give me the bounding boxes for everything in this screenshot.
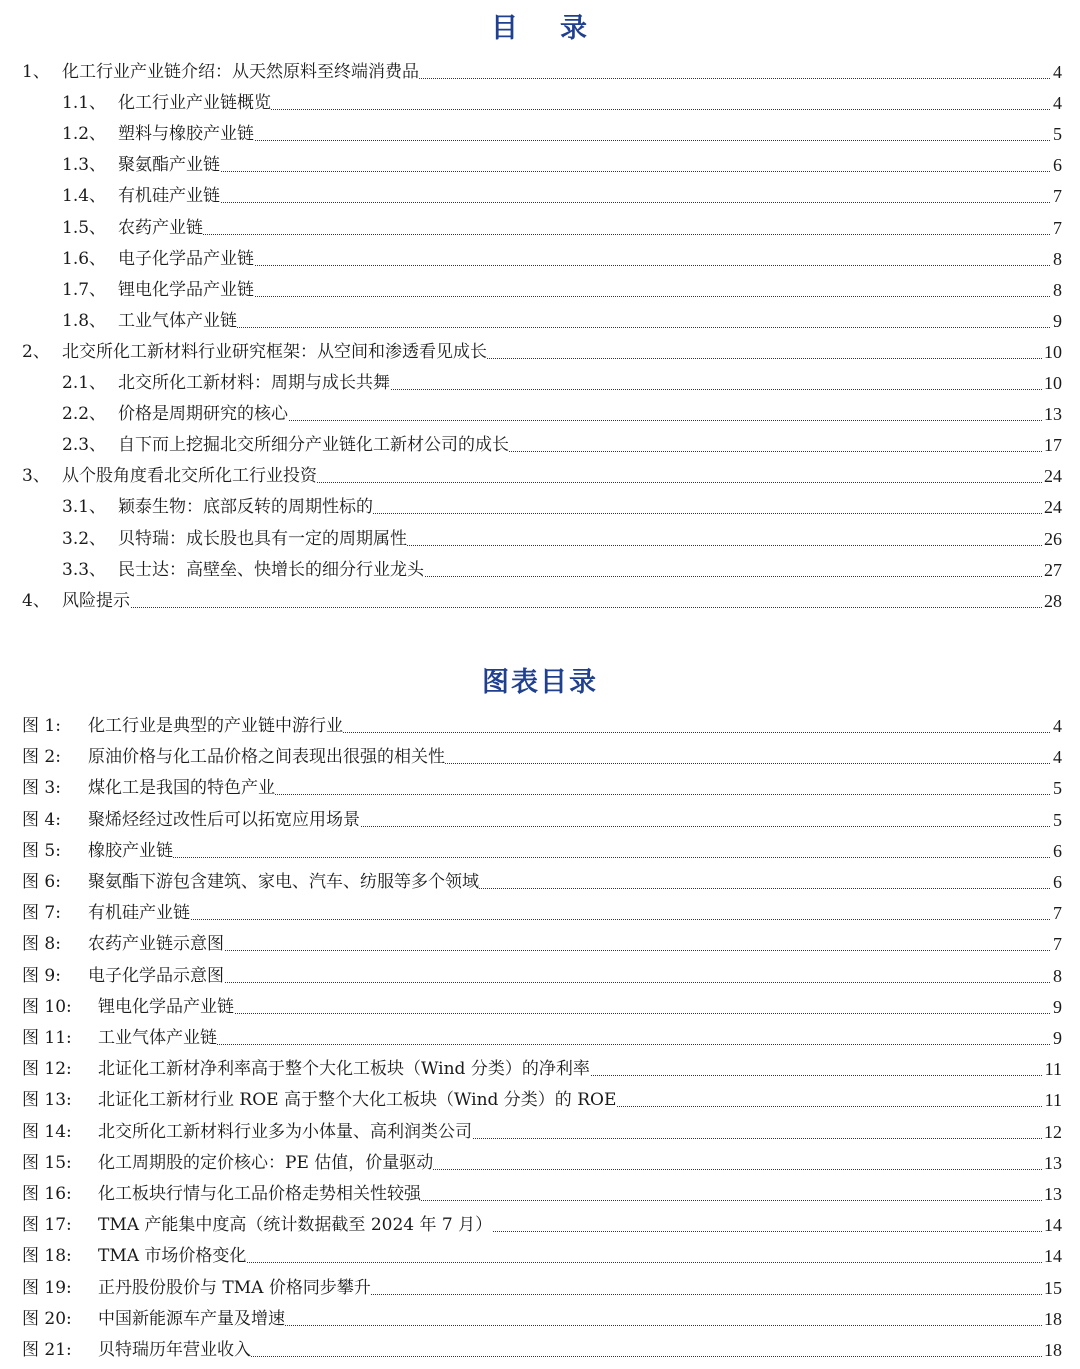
figure-entry[interactable] [0, 1182, 1080, 1206]
entry-title: 锂电化学品产业链 [118, 279, 254, 300]
entry-page-number: 26 [1044, 528, 1062, 549]
toc-subentry[interactable] [0, 402, 1080, 426]
toc-subentry[interactable] [0, 278, 1080, 302]
entry-number: 3、 [22, 466, 50, 487]
entry-page-number: 4 [1053, 747, 1062, 768]
entry-title: 正丹股份股价与 TMA 价格同步攀升 [98, 1277, 371, 1298]
entry-page-number: 18 [1044, 1308, 1062, 1329]
entry-page-number: 7 [1053, 903, 1062, 924]
entry-page-number: 9 [1053, 310, 1062, 331]
figure-entry[interactable] [0, 1057, 1080, 1081]
entry-page-number: 7 [1053, 186, 1062, 207]
figure-entry[interactable] [0, 745, 1080, 769]
entry-page-number: 9 [1053, 996, 1062, 1017]
entry-number: 图 20: [22, 1308, 72, 1329]
entry-number: 1、 [22, 62, 50, 82]
entry-page-number: 11 [1044, 1059, 1062, 1080]
entry-title: 锂电化学品产业链 [98, 996, 234, 1017]
dot-leader [88, 895, 1060, 920]
dot-leader [118, 210, 1060, 235]
toc-entry[interactable] [0, 60, 1080, 84]
entry-title: 北证化工新材净利率高于整个大化工板块（Wind 分类）的净利率 [98, 1059, 590, 1080]
entry-title: 聚氨酯产业链 [118, 155, 220, 176]
entry-page-number: 24 [1044, 497, 1062, 518]
entry-page-number: 27 [1044, 559, 1062, 580]
entry-title: 化工行业产业链概览 [118, 93, 271, 114]
entry-title: 工业气体产业链 [98, 1028, 217, 1048]
entry-title: 聚烯烃经过改性后可以拓宽应用场景 [88, 809, 360, 830]
entry-page-number: 8 [1053, 279, 1062, 300]
toc-subentry[interactable] [0, 371, 1080, 395]
entry-title: 贝特瑞：成长股也具有一定的周期属性 [118, 528, 407, 549]
entry-number: 图 7: [22, 903, 61, 924]
toc-subentry[interactable] [0, 122, 1080, 146]
entry-number: 图 12: [22, 1059, 72, 1080]
figure-entry[interactable] [0, 1120, 1080, 1144]
figure-entry[interactable] [0, 870, 1080, 894]
entry-page-number: 10 [1044, 341, 1062, 362]
dot-leader [98, 989, 1060, 1014]
toc-subentry[interactable] [0, 153, 1080, 177]
figure-entry[interactable] [0, 776, 1080, 800]
figure-entry[interactable] [0, 1338, 1080, 1362]
toc-subentry[interactable] [0, 91, 1080, 115]
figure-entry[interactable] [0, 839, 1080, 863]
dot-leader [88, 833, 1060, 858]
entry-page-number: 14 [1044, 1215, 1062, 1236]
entry-title: 化工板块行情与化工品价格走势相关性较强 [98, 1184, 421, 1204]
entry-number: 1.8、 [62, 310, 107, 331]
entry-page-number: 7 [1053, 934, 1062, 955]
entry-title: 原油价格与化工品价格之间表现出很强的相关性 [88, 747, 445, 768]
toc-subentry[interactable] [0, 216, 1080, 240]
figure-entry[interactable] [0, 1307, 1080, 1331]
entry-page-number: 13 [1044, 1184, 1062, 1204]
entry-number: 图 19: [22, 1277, 72, 1298]
entry-number: 2.3、 [62, 435, 107, 456]
entry-page-number: 5 [1053, 778, 1062, 799]
entry-page-number: 28 [1044, 590, 1062, 611]
entry-title: 北交所化工新材料行业研究框架：从空间和渗透看见成长 [62, 341, 487, 362]
figure-entry[interactable] [0, 964, 1080, 988]
figure-entry[interactable] [0, 808, 1080, 832]
entry-page-number: 5 [1053, 809, 1062, 830]
entry-number: 图 10: [22, 996, 72, 1017]
entry-page-number: 6 [1053, 872, 1062, 892]
entry-number: 图 15: [22, 1152, 72, 1173]
entry-page-number: 6 [1053, 155, 1062, 176]
entry-title: 贝特瑞历年营业收入 [98, 1340, 251, 1360]
entry-title: 化工行业产业链介绍：从天然原料至终端消费品 [62, 62, 419, 82]
entry-number: 4、 [22, 590, 50, 611]
entry-number: 1.5、 [62, 217, 107, 238]
entry-number: 图 9: [22, 965, 61, 986]
entry-title: 农药产业链示意图 [88, 934, 224, 955]
entry-number: 1.4、 [62, 186, 107, 207]
entry-page-number: 18 [1044, 1340, 1062, 1360]
entry-number: 1.1、 [62, 93, 107, 114]
entry-title: 民士达：高壁垒、快增长的细分行业龙头 [118, 559, 424, 580]
entry-title: 中国新能源车产量及增速 [98, 1308, 285, 1329]
figure-entry[interactable] [0, 995, 1080, 1019]
entry-page-number: 13 [1044, 404, 1062, 425]
figure-entry[interactable] [0, 1088, 1080, 1112]
toc-subentry[interactable] [0, 433, 1080, 457]
entry-title: 电子化学品示意图 [88, 965, 224, 986]
toc-entry[interactable] [0, 340, 1080, 364]
entry-page-number: 12 [1044, 1121, 1062, 1142]
dot-leader [118, 272, 1060, 297]
entry-title: 价格是周期研究的核心 [118, 404, 288, 425]
entry-page-number: 17 [1044, 435, 1062, 456]
entry-number: 1.2、 [62, 124, 107, 145]
entry-number: 图 4: [22, 809, 61, 830]
entry-title: 风险提示 [62, 590, 130, 611]
entry-page-number: 9 [1053, 1028, 1062, 1048]
entry-title: 从个股角度看北交所化工行业投资 [62, 466, 317, 487]
toc-entry[interactable] [0, 589, 1080, 613]
entry-number: 2.2、 [62, 404, 107, 425]
entry-number: 图 2: [22, 747, 61, 768]
toc-heading [0, 6, 1080, 45]
entry-page-number: 4 [1053, 62, 1062, 82]
entry-number: 图 17: [22, 1215, 72, 1236]
figure-entry[interactable] [0, 1026, 1080, 1050]
figure-entry[interactable] [0, 714, 1080, 738]
entry-number: 图 8: [22, 934, 61, 955]
entry-number: 1.3、 [62, 155, 107, 176]
entry-number: 图 14: [22, 1121, 72, 1142]
entry-title: 北交所化工新材料：周期与成长共舞 [118, 373, 390, 393]
entry-page-number: 6 [1053, 840, 1062, 861]
entry-page-number: 14 [1044, 1246, 1062, 1267]
entry-number: 图 11: [22, 1028, 72, 1048]
entry-title: 农药产业链 [118, 217, 203, 238]
entry-number: 图 3: [22, 778, 61, 799]
dot-leader [118, 303, 1060, 328]
entry-page-number: 8 [1053, 248, 1062, 269]
entry-number: 图 13: [22, 1090, 72, 1111]
entry-page-number: 13 [1044, 1152, 1062, 1173]
dot-leader [118, 178, 1060, 203]
toc-subentry[interactable] [0, 184, 1080, 208]
toc-entry[interactable] [0, 464, 1080, 488]
entry-page-number: 11 [1044, 1090, 1062, 1111]
entry-number: 图 6: [22, 872, 61, 892]
dot-leader [118, 116, 1060, 141]
entry-page-number: 8 [1053, 965, 1062, 986]
entry-page-number: 15 [1044, 1277, 1062, 1298]
entry-number: 图 21: [22, 1340, 72, 1360]
entry-title: 电子化学品产业链 [118, 248, 254, 269]
figure-entry[interactable] [0, 932, 1080, 956]
entry-number: 图 16: [22, 1184, 72, 1204]
entry-title: 煤化工是我国的特色产业 [88, 778, 275, 799]
dot-leader [62, 583, 1060, 608]
entry-number: 3.1、 [62, 497, 107, 518]
toc-subentry[interactable] [0, 247, 1080, 271]
dot-leader [88, 958, 1060, 983]
figures-heading: 图表目录 [482, 667, 598, 698]
dot-leader [118, 241, 1060, 266]
entry-title: 北证化工新材行业 ROE 高于整个大化工板块（Wind 分类）的 ROE [98, 1090, 617, 1111]
entry-title: 化工行业是典型的产业链中游行业 [88, 716, 343, 736]
entry-title: 北交所化工新材料行业多为小体量、高利润类公司 [98, 1121, 472, 1142]
entry-number: 图 18: [22, 1246, 72, 1267]
toc-subentry[interactable] [0, 527, 1080, 551]
figure-entry[interactable] [0, 1151, 1080, 1175]
entry-page-number: 4 [1053, 93, 1062, 114]
entry-title: 聚氨酯下游包含建筑、家电、汽车、纺服等多个领域 [88, 872, 479, 892]
entry-page-number: 5 [1053, 124, 1062, 145]
dot-leader [118, 147, 1060, 172]
entry-title: TMA 市场价格变化 [98, 1246, 247, 1267]
entry-title: TMA 产能集中度高（统计数据截至 2024 年 7 月） [98, 1215, 493, 1236]
toc-heading-char-2: 录 [560, 13, 589, 44]
figure-entry[interactable] [0, 901, 1080, 925]
figure-entry[interactable] [0, 1244, 1080, 1268]
entry-page-number: 4 [1053, 716, 1062, 736]
entry-page-number: 10 [1044, 373, 1062, 393]
entry-number: 图 1: [22, 716, 61, 736]
figure-entry[interactable] [0, 1213, 1080, 1237]
entry-number: 2.1、 [62, 373, 107, 393]
figure-entry[interactable] [0, 1276, 1080, 1300]
entry-title: 化工周期股的定价核心：PE 估值，价量驱动 [98, 1152, 434, 1173]
entry-title: 橡胶产业链 [88, 840, 173, 861]
dot-leader [98, 1020, 1060, 1045]
entry-number: 1.7、 [62, 279, 107, 300]
entry-page-number: 7 [1053, 217, 1062, 238]
entry-number: 1.6、 [62, 248, 107, 269]
entry-title: 有机硅产业链 [118, 186, 220, 207]
entry-title: 有机硅产业链 [88, 903, 190, 924]
entry-number: 2、 [22, 341, 50, 362]
toc-subentry[interactable] [0, 309, 1080, 333]
entry-number: 图 5: [22, 840, 61, 861]
toc-heading-char-1: 目 [491, 13, 520, 44]
entry-title: 塑料与橡胶产业链 [118, 124, 254, 145]
entry-page-number: 24 [1044, 466, 1062, 487]
toc-subentry[interactable] [0, 558, 1080, 582]
entry-title: 颖泰生物：底部反转的周期性标的 [118, 497, 373, 518]
entry-title: 工业气体产业链 [118, 310, 237, 331]
toc-subentry[interactable] [0, 495, 1080, 519]
entry-number: 3.3、 [62, 559, 107, 580]
dot-leader [88, 926, 1060, 951]
entry-title: 自下而上挖掘北交所细分产业链化工新材公司的成长 [118, 435, 509, 456]
entry-number: 3.2、 [62, 528, 107, 549]
